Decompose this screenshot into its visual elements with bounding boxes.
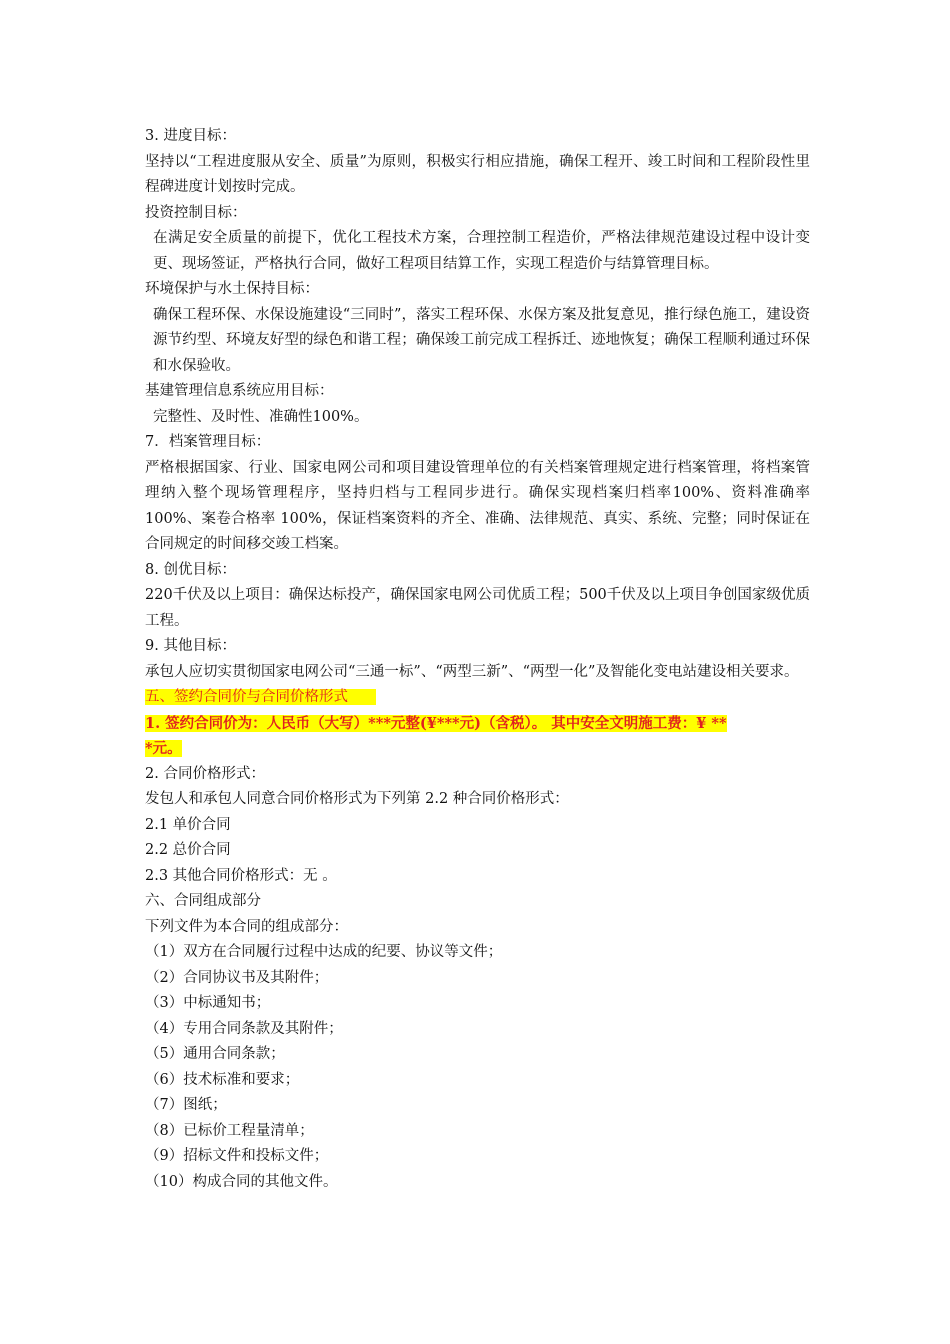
- other-body: 承包人应切实贯彻国家电网公司“三通一标”、“两型三新”、“两型一化”及智能化变电站建设相关要求。: [145, 663, 799, 680]
- price-section-title-row: [145, 685, 810, 711]
- price-form-option: 2.3 其他合同价格形式：无 。: [145, 867, 337, 884]
- archive-body: 严格根据国家、行业、国家电网公司和项目建设管理单位的有关档案管理规定进行档案管理，将档案管理纳入整个现场管理程序，坚持归档与工程同步进行。确保实现档案归档率100%、资料准确率 100%、案卷合格率 100%，保证档案资料的齐全、准确、法律规范、真实、系统、完整；同时保证在合同规定的时间移交竣工档案。: [145, 459, 810, 552]
- excellence-heading: 8. 创优目标：: [145, 561, 236, 578]
- price-form-option: 2.2 总价合同: [145, 842, 231, 858]
- composition-title: 六、合同组成部分: [145, 893, 261, 909]
- other-heading: 9. 其他目标：: [145, 638, 236, 654]
- composition-item: （6）技术标准和要求；: [145, 1071, 300, 1088]
- price-form-option: 2.1 单价合同: [145, 816, 231, 833]
- progress-body: 坚持以“工程进度服从安全、质量”为原则，积极实行相应措施，确保工程开、竣工时间和工程阶段性里程碑进度计划按时完成。: [145, 153, 810, 195]
- composition-item: （8）已标价工程量清单；: [145, 1122, 314, 1139]
- progress-heading: 3. 进度目标：: [145, 128, 236, 144]
- composition-intro: 下列文件为本合同的组成部分：: [145, 918, 348, 935]
- composition-item: （5）通用合同条款；: [145, 1046, 285, 1062]
- contract-price-line-2: *元。: [145, 740, 182, 757]
- investment-heading: 投资控制目标：: [145, 204, 247, 221]
- price-section-title: 五、签约合同价与合同价格形式: [145, 689, 376, 705]
- archive-heading: 7．档案管理目标：: [145, 434, 271, 450]
- composition-item: （4）专用合同条款及其附件；: [145, 1020, 343, 1037]
- price-line-1-row: [145, 711, 810, 737]
- environment-body: 确保工程环保、水保设施建设“三同时”，落实工程环保、水保方案及批复意见，推行绿色施工，建设资源节约型、环境友好型的绿色和谐工程；确保竣工前完成工程拆迁、迹地恢复；确保工程顺利通过环保和水保验收。: [153, 306, 810, 374]
- price-line-2-row: [145, 736, 810, 762]
- composition-item: （3）中标通知书；: [145, 995, 271, 1011]
- composition-item: （1）双方在合同履行过程中达成的纪要、协议等文件；: [145, 944, 503, 960]
- price-form-heading: 2. 合同价格形式：: [145, 765, 265, 782]
- excellence-body: 220千伏及以上项目：确保达标投产，确保国家电网公司优质工程；500千伏及以上项目争创国家级优质工程。: [145, 587, 810, 629]
- price-form-intro: 发包人和承包人同意合同价格形式为下列第 2.2 种合同价格形式：: [145, 791, 569, 807]
- composition-item: （2）合同协议书及其附件；: [145, 969, 329, 986]
- contract-price-line-1: 1. 签约合同价为：人民币（大写）***元整(¥***元)（含税）。 其中安全文明施工费：¥ **: [145, 714, 727, 732]
- mis-body: 完整性、及时性、准确性100%。: [153, 408, 369, 425]
- composition-item: （7）图纸；: [145, 1097, 227, 1113]
- composition-item: （10）构成合同的其他文件。: [145, 1173, 338, 1190]
- environment-heading: 环境保护与水土保持目标：: [145, 281, 319, 297]
- composition-item: （9）招标文件和投标文件；: [145, 1148, 329, 1164]
- investment-body: 在满足安全质量的前提下，优化工程技术方案，合理控制工程造价，严格法律规范建设过程中设计变更、现场签证，严格执行合同，做好工程项目结算工作，实现工程造价与结算管理目标。: [153, 230, 810, 272]
- document-page: [145, 124, 810, 1195]
- mis-heading: 基建管理信息系统应用目标：: [145, 383, 334, 399]
